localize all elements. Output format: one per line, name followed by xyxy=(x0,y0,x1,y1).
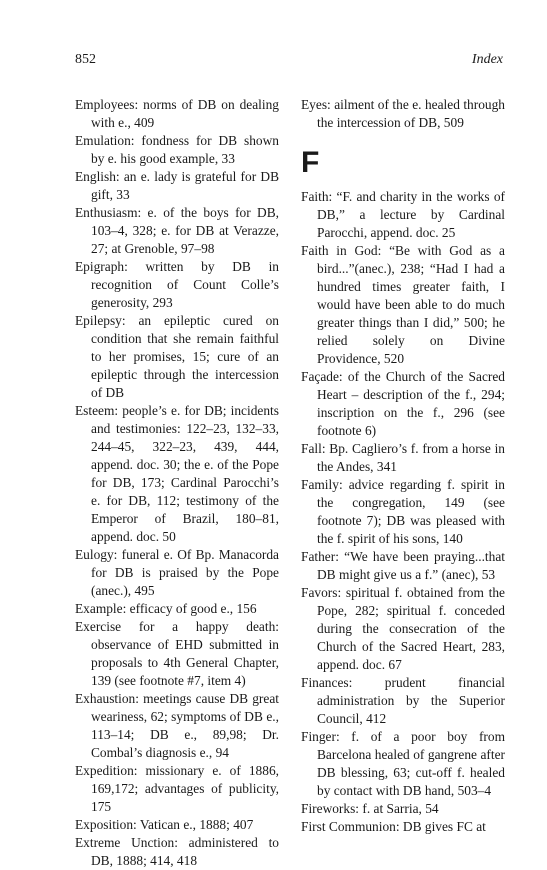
index-entry: Epigraph: written by DB in recognition of Count Colle’s generosity, 293 xyxy=(75,259,279,310)
index-entry: Finger: f. of a poor boy from Barcelona healed of gangrene after DB blessing, 63; cut-off f. healed by contact with DB hand, 503–4 xyxy=(301,729,505,798)
index-entry: English: an e. lady is grateful for DB gift, 33 xyxy=(75,169,279,202)
index-column-left xyxy=(75,96,279,870)
page-header xyxy=(75,52,503,72)
index-entry: Exercise for a happy death: observance of EHD submitted in proposals to 4th General Chapter, 139 (see footnote #7, item 4) xyxy=(75,619,279,688)
index-entry: Façade: of the Church of the Sacred Heart – description of the f., 294; inscription on the f., 296 (see footnote 6) xyxy=(301,369,505,438)
index-entry: Fall: Bp. Cagliero’s f. from a horse in the Andes, 341 xyxy=(301,441,505,474)
index-entry: Esteem: people’s e. for DB; incidents and testimonies: 122–23, 132–33, 244–45, 322–23, 439, 444, append. doc. 30; the e. of the Pope for DB, 173; Cardinal Parocchi’s e. for DB, 112; testimony of the Emperor of Brazil, 180–81, append. doc. 50 xyxy=(75,403,279,544)
index-entry: Faith in God: “Be with God as a bird...”(anec.), 238; “Had I had a hundred times greater faith, I would have been able to do much greater things than I did,” 500; he relied solely on Divine Providence, 520 xyxy=(301,243,505,366)
index-entry: Exposition: Vatican e., 1888; 407 xyxy=(75,817,254,832)
page-number: 852 xyxy=(75,52,96,67)
index-entry: Eyes: ailment of the e. healed through the intercession of DB, 509 xyxy=(301,97,505,130)
index-entry: First Communion: DB gives FC at xyxy=(301,819,486,834)
index-entry: Expedition: missionary e. of 1886, 169,172; advantages of publicity, 175 xyxy=(75,763,279,814)
index-entry: Epilepsy: an epileptic cured on condition that she remain faithful to her promises, 15; cure of an epileptic through the intercession of DB xyxy=(75,313,279,400)
index-entry: Family: advice regarding f. spirit in the congregation, 149 (see footnote 7); DB was pleased with the f. spirit of his sons, 140 xyxy=(301,477,505,546)
index-column-right xyxy=(301,96,505,836)
index-entry: Father: “We have been praying...that DB might give us a f.” (anec), 53 xyxy=(301,549,505,582)
index-entry: Fireworks: f. at Sarria, 54 xyxy=(301,801,439,816)
index-entry: Employees: norms of DB on dealing with e., 409 xyxy=(75,97,279,130)
index-entry: Favors: spiritual f. obtained from the Pope, 282; spiritual f. conceded during the consecration of the Church of the Sacred Heart, 283, append. doc. 67 xyxy=(301,585,505,672)
index-entry: Faith: “F. and charity in the works of DB,” a lecture by Cardinal Parocchi, append. doc. 25 xyxy=(301,189,505,240)
index-entry: Finances: prudent financial administration by the Superior Council, 412 xyxy=(301,675,505,726)
section-letter: F xyxy=(301,146,320,179)
index-entry: Eulogy: funeral e. Of Bp. Manacorda for DB is praised by the Pope (anec.), 495 xyxy=(75,547,279,598)
running-head: Index xyxy=(471,52,503,67)
index-entry: Extreme Unction: administered to DB, 1888; 414, 418 xyxy=(75,835,279,868)
index-entry: Example: efficacy of good e., 156 xyxy=(75,601,257,616)
index-entry: Emulation: fondness for DB shown by e. his good example, 33 xyxy=(75,133,279,166)
index-entry: Exhaustion: meetings cause DB great weariness, 62; symptoms of DB e., 113–14; DB e., 89,98; Dr. Combal’s diagnosis e., 94 xyxy=(75,691,279,760)
index-entry: Enthusiasm: e. of the boys for DB, 103–4, 328; e. for DB at Verazze, 27; at Grenoble, 97–98 xyxy=(75,205,279,256)
